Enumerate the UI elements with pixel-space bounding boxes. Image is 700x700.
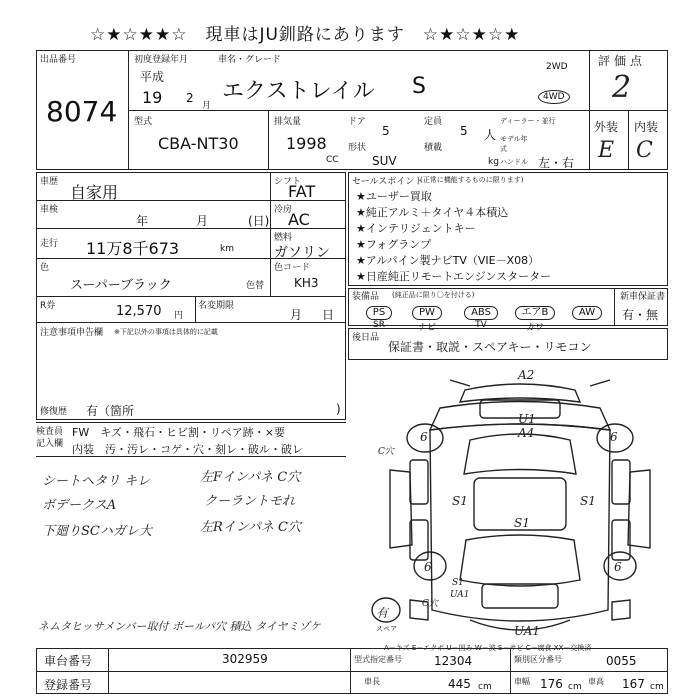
drive-2wd: 2WD (546, 62, 568, 72)
equip-aw: AW (570, 300, 604, 320)
score-value: 2 (612, 70, 632, 105)
model-year-label: モデル年式 (500, 135, 528, 153)
mark-spare-label: スペア (376, 625, 397, 633)
mark-a4: A4 (518, 426, 535, 440)
mileage-unit: km (220, 244, 234, 254)
drive-4wd: 4WD (538, 90, 570, 104)
body-value: SUV (372, 154, 397, 168)
mark-6-fl: 6 (420, 430, 428, 444)
inspection-day: (日) (248, 214, 270, 228)
width-unit: cm (568, 682, 582, 692)
accessories-value: 保証書・取説・スペアキー・リモコン (388, 340, 592, 354)
deadline-day: 日 (322, 308, 335, 322)
color-value: スーパーブラック (70, 278, 172, 293)
category-label: 類別区分番号 (514, 655, 562, 664)
deadline-month: 月 (290, 308, 303, 322)
aircon-value: AC (288, 210, 310, 229)
seats-unit: 人 (484, 128, 497, 142)
length-label: 車長 (364, 677, 380, 686)
shift-value: FAT (288, 182, 316, 201)
recycle-label: R券 (40, 301, 56, 311)
deadline-label: 名変期限 (198, 301, 235, 311)
length-unit: cm (478, 682, 492, 692)
load-unit: kg (488, 157, 499, 167)
checker-row2: 内装 汚・汚レ・コゲ・穴・刻レ・破ル・破レ (72, 443, 303, 456)
mileage-value: 11万8千673 (86, 239, 180, 258)
width-value: 176 (540, 677, 563, 691)
inspection-year: 年 (136, 214, 149, 228)
recycle-unit: 円 (174, 311, 184, 321)
mark-c-ana: C穴 (378, 447, 394, 457)
lot-number: 8074 (46, 95, 118, 128)
height-value: 167 (622, 677, 645, 691)
mark-s1-l: S1 (452, 494, 468, 508)
equip-ps: PS SR (364, 300, 394, 330)
banner: ☆★☆★★☆ 現車はJU釧路にあります ☆★☆★☆★ (90, 25, 521, 45)
car-name: エクストレイル (222, 79, 375, 104)
equip-abs: ABS TV (462, 300, 500, 330)
mark-6-rr: 6 (614, 560, 622, 574)
model-value: CBA-NT30 (158, 134, 239, 153)
car-label: 車名・グレード (218, 55, 282, 65)
aircon-label: 冷房 (274, 205, 293, 215)
sales-point-5: ★アルパイン製ナビTV（VIE－X08） (356, 254, 540, 267)
score-label: 評価点 (598, 54, 647, 68)
handle-label: ハンドル (500, 158, 528, 166)
model-label: 型式 (134, 117, 153, 127)
recycle-value: 12,570 (116, 304, 162, 319)
mark-spare: 有 (376, 606, 389, 620)
first-reg-era: 平成 (140, 70, 165, 84)
mark-s1-c: S1 (514, 516, 530, 530)
checker-label: 検査員記入欄 (36, 427, 64, 449)
height-unit: cm (650, 682, 664, 692)
history-value: 自家用 (70, 183, 119, 202)
handnote-1: シートヘタリ キレ (42, 474, 151, 489)
chassis-value: 302959 (222, 652, 268, 666)
engine-value: 1998 (286, 134, 327, 153)
inspection-month: 月 (196, 214, 209, 228)
length-value: 445 (448, 677, 471, 691)
notes-sub: ※下記以外の事項は具体的に記載 (114, 328, 218, 336)
sales-points-sub: (正常に機能するものに限ります) (420, 176, 524, 184)
sales-point-6: ★日産純正リモートエンジンスターター (356, 270, 552, 283)
color-code-label: 色コード (274, 263, 311, 273)
handnote-2: ボデークスA (42, 498, 117, 513)
category-value: 0055 (606, 654, 637, 668)
equip-pw: PW ナビ (412, 300, 442, 333)
fuel-value: ガソリン (274, 245, 330, 261)
fuel-label: 燃料 (274, 233, 293, 243)
int-label: 内装 (634, 120, 659, 134)
sales-points-label: セールスポイント (352, 177, 424, 187)
doors-label: ドア (348, 117, 366, 127)
handnote-5: クーラントモれ (204, 494, 296, 509)
color-swap-label: 色替 (246, 281, 265, 291)
width-label: 車幅 (514, 677, 530, 686)
mileage-label: 走行 (40, 239, 59, 249)
mark-s1-rear: S1 (452, 578, 464, 588)
model-desig-value: 12304 (434, 654, 473, 668)
repair-label: 修復歴 (40, 407, 68, 417)
inspection-label: 車検 (40, 205, 59, 215)
handnote-3: 下廻りSCハガレ大 (42, 524, 152, 539)
ext-value: E (598, 138, 615, 163)
sales-point-4: ★フォグランプ (356, 238, 432, 251)
mark-ua1: UA1 (514, 624, 541, 638)
handnote-6: 左Rインパネ C穴 (200, 520, 301, 535)
sales-point-1: ★ユーザー買取 (356, 190, 432, 203)
model-desig-label: 型式指定番号 (354, 655, 402, 664)
history-label: 車歴 (40, 177, 59, 187)
ext-label: 外装 (594, 120, 619, 134)
mark-ua1-small: UA1 (450, 590, 470, 600)
damage-legend: A－キズ E－エクボ U－凹み W－波 S－サビ C－腐食 XX－交換済 (384, 644, 592, 652)
sales-point-2: ★純正アルミ＋タイヤ４本積込 (356, 206, 509, 219)
plate-label: 登録番号 (44, 678, 93, 692)
mark-a2: A2 (518, 368, 535, 382)
handnote-4: 左Fインパネ C穴 (200, 470, 301, 485)
chassis-label: 車台番号 (44, 654, 93, 668)
seats-label: 定員 (424, 117, 443, 127)
warranty-label: 新車保証書 (620, 292, 666, 302)
repair-value: 有（箇所 (86, 404, 135, 418)
handle-value: 左・右 (538, 156, 575, 170)
mark-6-rl: 6 (424, 560, 432, 574)
lot-label: 出品番号 (40, 55, 77, 65)
shift-label: シフト (274, 177, 302, 187)
dealer-label: ディーラー・並行 (500, 117, 556, 125)
sales-point-3: ★インテリジェントキー (356, 222, 476, 235)
car-grade: S (412, 74, 426, 99)
first-reg-month: 2 (186, 91, 194, 105)
color-label: 色 (40, 263, 50, 273)
checker-row1: FW キズ・飛石・ヒビ割・リペア跡・×要 (72, 426, 285, 439)
first-reg-label: 初度登録年月 (134, 55, 189, 65)
accessories-label: 後日品 (352, 333, 380, 343)
repair-close: ) (336, 402, 341, 416)
color-code: KH3 (294, 276, 319, 290)
equipment-sub: (純正品に限り〇を付ける) (392, 291, 475, 299)
warranty-value: 有・無 (622, 308, 659, 322)
mark-s1-r: S1 (580, 494, 596, 508)
doors-value: 5 (382, 124, 390, 138)
engine-label: 排気量 (274, 117, 302, 127)
mark-u1: U1 (518, 412, 536, 426)
load-label: 積載 (424, 143, 443, 153)
body-label: 形状 (348, 143, 367, 153)
equip-airbag: エアB カワ (514, 300, 556, 333)
mark-6-fr: 6 (610, 430, 618, 444)
notes-label: 注意事項申告欄 (40, 328, 104, 338)
first-reg-month-unit: 月 (202, 101, 212, 111)
equipment-label: 装備品 (352, 292, 380, 302)
int-value: C (636, 138, 653, 163)
height-label: 車高 (588, 677, 604, 686)
handnote-7: ネムタヒッサメンバー取付 ボールパ穴 積込 タイヤミゾケ (38, 620, 321, 633)
seats-value: 5 (460, 124, 468, 138)
first-reg-year: 19 (142, 88, 163, 107)
mark-c-ana-rear: C穴 (422, 599, 438, 609)
engine-unit: CC (326, 155, 339, 165)
